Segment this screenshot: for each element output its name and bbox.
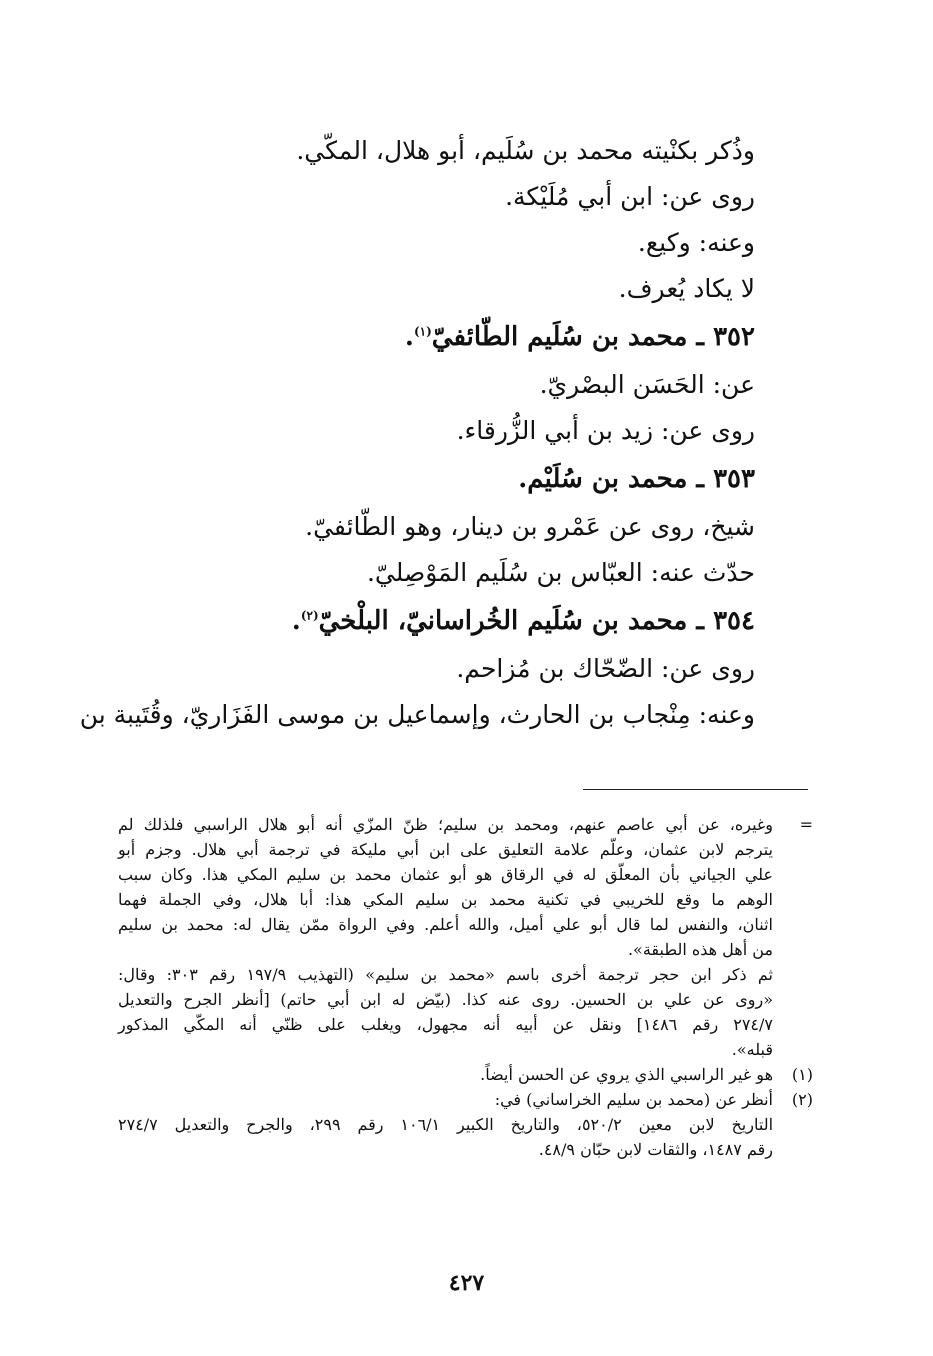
text-line: حدّث عنه: العبّاس بن سُلَيم المَوْصِليّ. xyxy=(366,558,755,587)
footnote-2 xyxy=(118,1087,813,1162)
footnote-line: رقم ١٤٨٧، والثقات لابن حبّان ٤٨/٩. xyxy=(538,1140,773,1159)
footnote-line: وغيره، عن أبي عاصم عنهم، ومحمد بن سليم؛ ظنّ المزّي أنه أبو هلال الراسبي فلذلك لم xyxy=(118,815,773,834)
footnote-line: أنظر عن (محمد بن سليم الخراساني) في: xyxy=(494,1090,773,1109)
footnote-body xyxy=(118,1062,773,1087)
text-line: شيخ، روى عن عَمْرو بن دينار، وهو الطّائفيّ. xyxy=(305,512,755,541)
footnote-number: (٢) xyxy=(791,1090,813,1109)
footnote-line: اثنان، والنفس لما قال أبو علي أميل، والله أعلم. وفي الرواة ممّن يقال له: محمد بن سليم xyxy=(118,915,773,934)
footnote-line: علي الجياني بأن المعلّق له في الرقاق هو أبو عثمان محمد بن سليم المكي هذا. وكان سبب xyxy=(118,865,773,884)
footnote-line: «روى عن علي بن الحسين. روى عنه كذا. (بيّض له ابن أبي حاتم) [أنظر الجرح والتعديل xyxy=(118,990,773,1009)
footnote-body xyxy=(118,1087,773,1162)
text-line: روى عن: زيد بن أبي الزُّرقاء. xyxy=(456,416,755,445)
footnote-continuation xyxy=(118,812,813,1062)
entry-heading-353: ٣٥٣ ـ محمد بن سُلَيْم. xyxy=(518,464,755,494)
text-line: وعنه: مِنْجاب بن الحارث، وإسماعيل بن موسى الفَزَاريّ، وقُتَيبة بن xyxy=(79,700,755,729)
footnote-line: التاريخ لابن معين ٥٢٠/٢، والتاريخ الكبير ١٠٦/١ رقم ٢٩٩، والجرح والتعديل ٢٧٤/٧ xyxy=(118,1115,774,1134)
footnote-separator xyxy=(583,789,808,790)
footnotes xyxy=(118,812,813,1162)
continuation-marker: = xyxy=(799,815,813,834)
entry-heading-354 xyxy=(118,596,755,646)
footnote-line: يترجم لابن عثمان، وعلّم علامة التعليق على ابن أبي مليكة في ترجمة أبي هلال. وجزم أبو xyxy=(118,840,773,859)
footnote-number: (١) xyxy=(791,1065,813,1084)
footnote-ref: (١) xyxy=(413,324,432,339)
footnote-line: الوهم ما وقع للخريبي في تكنية محمد بن سليم المكي هذا: أبا هلال، وفي الجملة فهما xyxy=(118,890,774,909)
footnote-line: ثم ذكر ابن حجر ترجمة أخرى باسم «محمد بن سليم» (التهذيب ١٩٧/٩ رقم ٣٠٣: وقال: xyxy=(118,965,774,984)
footnote-1 xyxy=(118,1062,813,1087)
main-text xyxy=(79,128,755,738)
page-number: ٤٢٧ xyxy=(448,1270,485,1296)
footnote-line: من أهل هذه الطبقة». xyxy=(627,940,773,959)
heading-end: . xyxy=(404,322,414,352)
text-line: وعنه: وكيع. xyxy=(637,228,755,257)
footnote-line: هو غير الراسبي الذي يروي عن الحسن أيضاً. xyxy=(480,1065,773,1084)
footnote-line: قبله». xyxy=(731,1040,773,1059)
footnote-ref: (٢) xyxy=(300,608,319,623)
entry-heading-352 xyxy=(118,312,755,362)
entry-title: ٣٥٤ ـ محمد بن سُلَيم الخُراسانيّ، البلْخيّ xyxy=(318,606,755,636)
footnote-body xyxy=(118,812,773,1062)
text-line: روى عن: الضّحّاك بن مُزاحم. xyxy=(456,654,755,683)
text-line: لا يكاد يُعرف. xyxy=(618,274,755,303)
text-line: وذُكر بكنْيته محمد بن سُلَيم، أبو هلال، المكّي. xyxy=(296,136,755,165)
footnote-line: ٢٧٤/٧ رقم ١٤٨٦] ونقل عن أبيه أنه مجهول، ويغلب على ظنّي أنه المكّي المذكور xyxy=(118,1015,773,1034)
text-line: روى عن: ابن أبي مُلَيْكة. xyxy=(505,182,755,211)
heading-end: . xyxy=(291,606,301,636)
entry-title: ٣٥٢ ـ محمد بن سُلَيم الطّائفيّ xyxy=(431,322,755,352)
text-line: عن: الحَسَن البصْريّ. xyxy=(539,370,755,399)
